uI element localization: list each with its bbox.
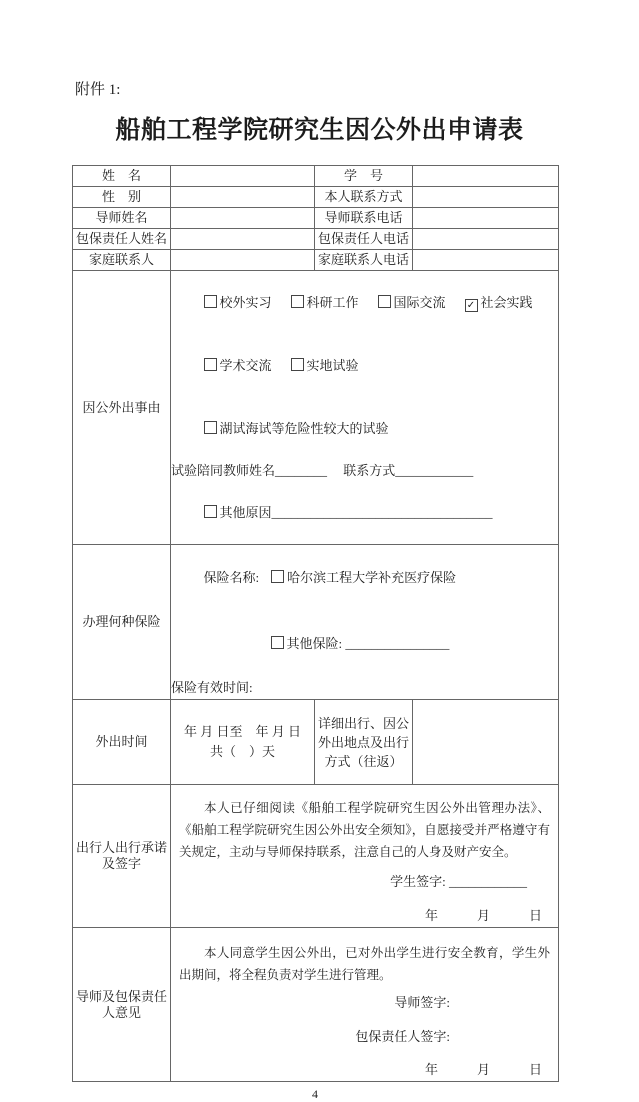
reason-teacher-line: 试验陪同教师姓名________ 联系方式____________: [171, 463, 474, 478]
insurance-other-line: [238, 611, 558, 677]
checkbox-other-reason-icon: [204, 505, 217, 518]
travel-detail-value: [413, 700, 559, 785]
supervisor-sign-line: 导师签字:: [394, 995, 450, 1010]
family-phone-label: 家庭联系人电话: [315, 250, 413, 271]
commitment-date-line: 年 月 日: [424, 908, 542, 923]
student-sign-blank: ____________: [449, 874, 527, 889]
supervisor-phone-label: 导师联系电话: [315, 208, 413, 229]
reason-options-line1: [171, 271, 558, 334]
travel-time-days-line: 共（ ）天: [209, 744, 275, 759]
option-label: 学术交流: [219, 358, 272, 373]
family-contact-value: [171, 250, 315, 271]
option-research-work: [291, 292, 378, 313]
approval-text: 本人同意学生因公外出，已对外出学生进行安全教育，学生外出期间，将全程负责对学生进行管理。: [179, 946, 550, 982]
row-insurance: [73, 545, 559, 700]
row-reason: [73, 271, 559, 545]
option-off-campus-internship: [204, 292, 291, 313]
row-approval: [73, 928, 559, 1082]
option-social-practice: [465, 292, 533, 313]
row-commitment: [73, 785, 559, 928]
insurance-valid-label: 保险有效时间:: [171, 680, 253, 695]
approval-content: [171, 928, 559, 1082]
checkbox-univ-medical-insurance-icon: [271, 570, 284, 583]
commitment-text: 本人已仔细阅读《船舶工程学院研究生因公外出管理办法》、《船舶工程学院研究生因公外出安全须知》，自愿接受并严格遵守有关规定，主动与导师保持联系，注意自己的人身及财产安全。: [179, 801, 550, 859]
student-sign-line: [179, 871, 550, 893]
option-label: 社会实践: [480, 295, 533, 310]
option-field-test: [291, 355, 359, 376]
option-label: 湖试海试等危险性较大的试验: [219, 421, 389, 436]
travel-detail-label: 详细出行、因公外出地点及出行方式（往返）: [315, 700, 413, 785]
checkbox-research-work-icon: [291, 295, 304, 308]
checkbox-social-practice-icon: ✓: [465, 299, 478, 312]
travel-time-range-line: 年 月 日至 年 月 日: [183, 724, 301, 739]
family-contact-label: 家庭联系人: [73, 250, 171, 271]
student-id-value: [413, 166, 559, 187]
checkbox-off-campus-internship-icon: [204, 295, 217, 308]
gender-label: 性 别: [73, 187, 171, 208]
reason-label: 因公外出事由: [73, 271, 171, 545]
self-contact-label: 本人联系方式: [315, 187, 413, 208]
travel-time-range: [171, 700, 315, 785]
name-value: [171, 166, 315, 187]
name-label: 姓 名: [73, 166, 171, 187]
page-number: 4: [312, 1087, 318, 1101]
insurance-content: [171, 545, 559, 700]
reason-content: [171, 271, 559, 545]
option-label: 国际交流: [393, 295, 446, 310]
attachment-label: 附件 1:: [75, 82, 121, 98]
commitment-content: [171, 785, 559, 928]
row-name-id: [73, 166, 559, 187]
guardian-name-value: [171, 229, 315, 250]
self-contact-value: [413, 187, 559, 208]
insurance-name-label: 保险名称:: [203, 570, 260, 585]
option-other-insurance: [271, 633, 450, 655]
guardian-name-label: 包保责任人姓名: [73, 229, 171, 250]
page-title: 船舶工程学院研究生因公外出申请表: [115, 117, 524, 144]
option-label: 校外实习: [219, 295, 272, 310]
supervisor-name-value: [171, 208, 315, 229]
option-label: 哈尔滨工程大学补充医疗保险: [287, 570, 457, 585]
option-international-exchange: [378, 292, 465, 313]
option-academic-exchange: [204, 355, 291, 376]
guardian-phone-value: [413, 229, 559, 250]
student-id-label: 学 号: [315, 166, 413, 187]
row-travel-time: [73, 700, 559, 785]
guardian-sign-line: 包保责任人签字:: [355, 1029, 450, 1044]
option-univ-medical-insurance: [271, 567, 456, 589]
option-lake-sea-trial: [204, 418, 389, 439]
checkbox-lake-sea-trial-icon: [204, 421, 217, 434]
student-sign-label: 学生签字:: [390, 874, 446, 889]
reason-option-risky: [171, 397, 558, 460]
guardian-phone-label: 包保责任人电话: [315, 229, 413, 250]
checkbox-international-exchange-icon: [378, 295, 391, 308]
row-family-contact: [73, 250, 559, 271]
option-label: 其他保险: ________________: [286, 636, 450, 651]
reason-other-line: [171, 481, 558, 544]
checkbox-other-insurance-icon: [271, 636, 284, 649]
commitment-label: 出行人出行承诺及签字: [73, 785, 171, 928]
approval-date-line: 年 月 日: [424, 1062, 542, 1077]
row-supervisor: [73, 208, 559, 229]
checkbox-academic-exchange-icon: [204, 358, 217, 371]
gender-value: [171, 187, 315, 208]
option-label: 科研工作: [306, 295, 359, 310]
row-gender-contact: [73, 187, 559, 208]
option-other-reason: [204, 502, 493, 523]
approval-label: 导师及包保责任人意见: [73, 928, 171, 1082]
supervisor-phone-value: [413, 208, 559, 229]
supervisor-name-label: 导师姓名: [73, 208, 171, 229]
travel-time-label: 外出时间: [73, 700, 171, 785]
row-guardian: [73, 229, 559, 250]
option-label: 其他原因__________________________________: [219, 505, 493, 520]
insurance-name-line: [171, 545, 558, 611]
checkbox-field-test-icon: [291, 358, 304, 371]
reason-options-line2: [171, 334, 558, 397]
family-phone-value: [413, 250, 559, 271]
option-label: 实地试验: [306, 358, 359, 373]
application-form-table: [72, 165, 559, 1082]
insurance-label: 办理何种保险: [73, 545, 171, 700]
